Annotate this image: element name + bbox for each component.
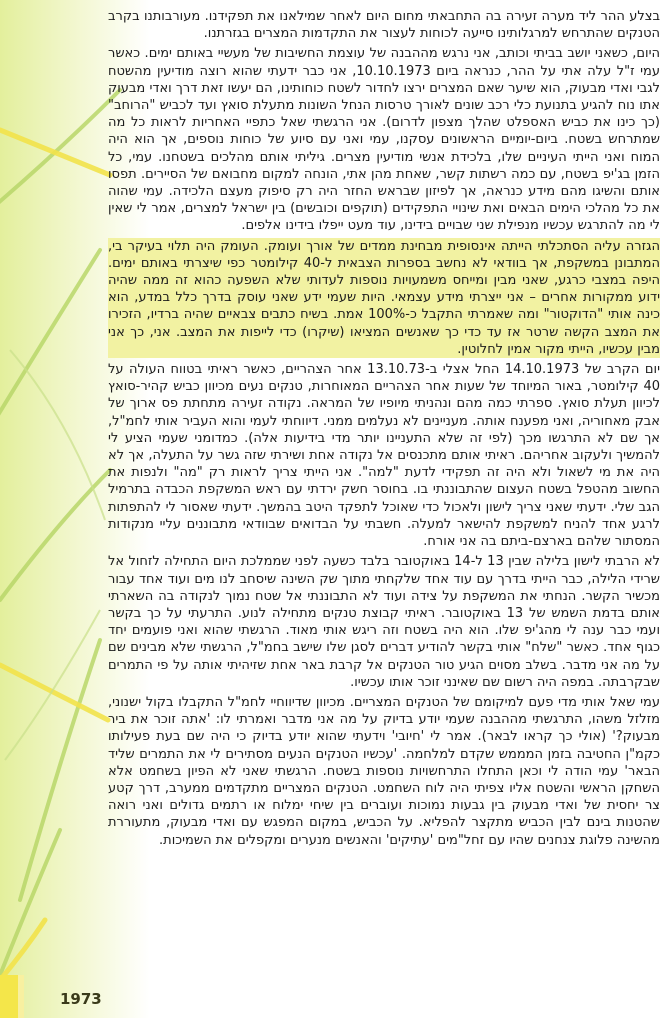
paragraph: לא הרבתי לישון בלילה שבין 13 ל-14 באוקטובר בלבד כשעה לפני שממלכת היום התחילה לזחול אל שרידי הלילה, כבר הייתי בדרך עם עוד אחד שלקחתי מתוך שק השינה שיסחב לנו מים ועוד אחד עבור מכשיר הקשר. הנחתי את המשקפת על צידה ועוד לא התבוננתי אל שטח נמוך לנקודה בה השארתי אותם בדמת השמש של 13 באוקטובר. ראיתי קבוצת טנקים מתחילה לנוע. התרעתי על כך בקשר ועמי כבר ענה לי מהג'יפ שלו. הוא היה בשטח וזה ריגש אותי מאוד. הרגשתי שהוא ואני פועמים יחד כגוף אחד. כאשר "שלח" אותי בקשר להודיע דברים לסגן שלו שישב בחמ"ל, הרגשתי שלא מבינים שם על מה אני מדבר. בשלב מסוים הגיע טור הטנקים אל קרבת באר אחת שזיהיתי אותה על פי התמרים שבקרבתה. במפה היה רשום שם שאינני זוכר אותו עכשיו.: [108, 554, 661, 690]
paragraph: יום הקרב של 14.10.1973 החל אצלי ב-13.10.73 אחר הצהריים, כאשר ראיתי בטווח העולה על 40 קילומטר, באור המיוחד של שעות אחר הצהריים המאוחרות, טנקים נעים מכיוון כביש קהיר-סואץ לכיוון תעלת סואץ. ספרתי כמה מהם ונהניתי מיופיו של המראה. נקודה זעירה מתחתת פס ארוך של אבק מאחוריה, ואני מפענח אותה. מעניינים לא נעלמים ממני. דיווחתי לעמי והוא העביר אותי לחמ"ל, אך שם לא התרגשו מכך (לפי זה שלא התעניינו יותר מדי בידיעות אלה). כמדומני שעמי הציע לי להמשיך ולעקוב אחריהם. ראיתי אותם מתכנסים אל נקודה אחת ושירתי שזה גשר על התעלה, אך לא היה את מי לשאול ולא היה זה תפקידי לדעת "למה". אני הייתי צריך לראות רק "מה" ולנפות את החשוב מהטפל בשטח העצום שהתבוננתי בו. בחוסר חשק ירדתי עם ראש המשקפת הכבדה בתרמיל הגב שלי. ידעתי שאני צריך לישון ולאכול כדי שאוכל לתפקד היטב בהמשך. ידעתי שאסור לי להתפתות לרגע אחד להניח למשקפת להישאר למעלה. חשבתי על הבדואים שבוודאי מתבוננים עליי מנקודות המסתור שלהם בארצם-ביתם בה אני אורח.: [108, 362, 660, 550]
paragraph: בצלע ההר ליד מערה זעירה בה התחבאתי מחום היום לאחר שמילאנו את תפקידנו. מעורבותנו בקרב הטנקים שהתרחש למרגלותינו סייעה לכוחות לעצור את התקדמות המצרים בגזרתנו.: [108, 9, 660, 42]
page-number: 1973: [60, 990, 102, 1008]
paragraph: היום, כשאני יושב בביתי וכותב, אני נרגש מההבנה של עוצמת החשיבות של מעשיי באותם ימים. כאשר עמי ז"ל עלה אתי על ההר, כנראה ביום 10.10.1973, אני כבר ידעתי שהוא רוצה מודיעין מהשטח לגבי ואדי מבעוק, הוא שיער שאם המצרים ירצו לחדור לשטח כוחותינו, הם יעשו זאת דרך ואדי מבעוק אתו נוח להגיע בתנועת כלי רכב שונים לאורך טרסות הנחל השונות מתעלת סואץ ועד לכביש "הרוחב" (כך כינו את כביש האספלט שהלך מצפון לדרום). אני הרגשתי שאל כתפיי האחריות לראות כל מה שמתרחש בשטח. ביום-יומיים הראשונים עסקנו, עמי ואני עם סיוע של כוחות נוספים, אך הוא היה המוח ואני הייתי העיניים שלו, בלכידת אנשי מודיעין מצרים. גיליתי אותם מהלכים בשטחנו. עמי, כל הזמן בג'יפ בשטח, עם כמה רשתות קשר, שאחת מהן אתי, הונחה למקום מחבואם של הסיירים. תפסו אותם והשיגו מהם מידע כנראה, אך לפיזון שבראש החזר היה רק סיפוק מעצם הלכידה. עמי שהוה את כל מהלכי הימים הבאים ואת שינויי התפקידים (תוקפים וכובשים) בין ישראל למצרים, אמר לי שאין לי מה להתרגש עכשיו מנפילת שני שבויים בידינו, עוד מעט ייפלו בידינו אלפים.: [108, 46, 660, 234]
article-body: [108, 8, 660, 852]
highlighted-paragraph: הגזרה עליה הסתכלתי הייתה אינסופית מבחינת ממדים של אורך ועומק. העומק היה תלוי בעיקר בי, המתבונן במשקפת, אך בוודאי לא נחשב בספרות הצבאית ל-40 קילומטר כפי שיצרתי באותם ימים. היפה במצבי כרגע, שאני מבין ומייחס משמעויות נוספות לעדותי שלא השפעה כהוא זה ממה שהיה ידוע ממקורות אחרים – אני ייצרתי מידע עצמאי. היות שעמי ידע שאני עוסק בדרך כלל במדע, הוא כינה אותי "הדוקטור" ומה שאמרתי התקבל כ-100% אמת. בשיח כתבים צבאיים שהיה ברדיו, הזכירו את המצב הקשה שרטר אז עד כדי כך שאנשים המציאו (שיקרו) כדי לייפות את המצב. אני, כך אני מבין עכשיו, הייתי מקור אמין לחלוטין.: [108, 238, 660, 357]
paragraph: עמי שאל אותי מדי פעם למיקומם של הטנקים המצריים. מכיוון שדיווחיי לחמ"ל התקבלו בקול ישנוני, מזלזל משהו, התרגשתי מההבנה שעמי יודע בדיוק על מה אני מדבר ואמרתי לו: 'אתה זוכר את ביר מבעוק?' (אולי כך קראו לבאר). אמר לי 'חיובי' וידעתי שהוא יודע בדיוק כי היה שם בעת פעילותו כקמ"ן החטיבה בזמן המממש שקדם למלחמה. 'עכשיו הטנקים הנעים מסתירים לי את התמרים שליד הבאר' עמי הודה לי וכאן התחלו התרחשויות נוספות בשטח. הרגשתי שאני לא הפיון בשחמט אלא השחקן הראשי והשטח אליו צפיתי היה לוח השחמט. הטנקים המצריים מתקדמים ממערב, דרך קטע צר יחסית של ואדי מבעוק בין גבעות נמוכות ועוברים בין שיחי ימלוח או רתמים גדולים ואני רואה שהטנות בינם לבין הכביש מתקצר להפליא. על הכביש, במקום המפגש עם ואדי מבעוק, מתעוררת מהשינה פלוגת צנחנים שהיו עם זחל"מים 'עתיקים' והאנשים מנערים ומקפלים את השמיכות.: [108, 694, 660, 848]
